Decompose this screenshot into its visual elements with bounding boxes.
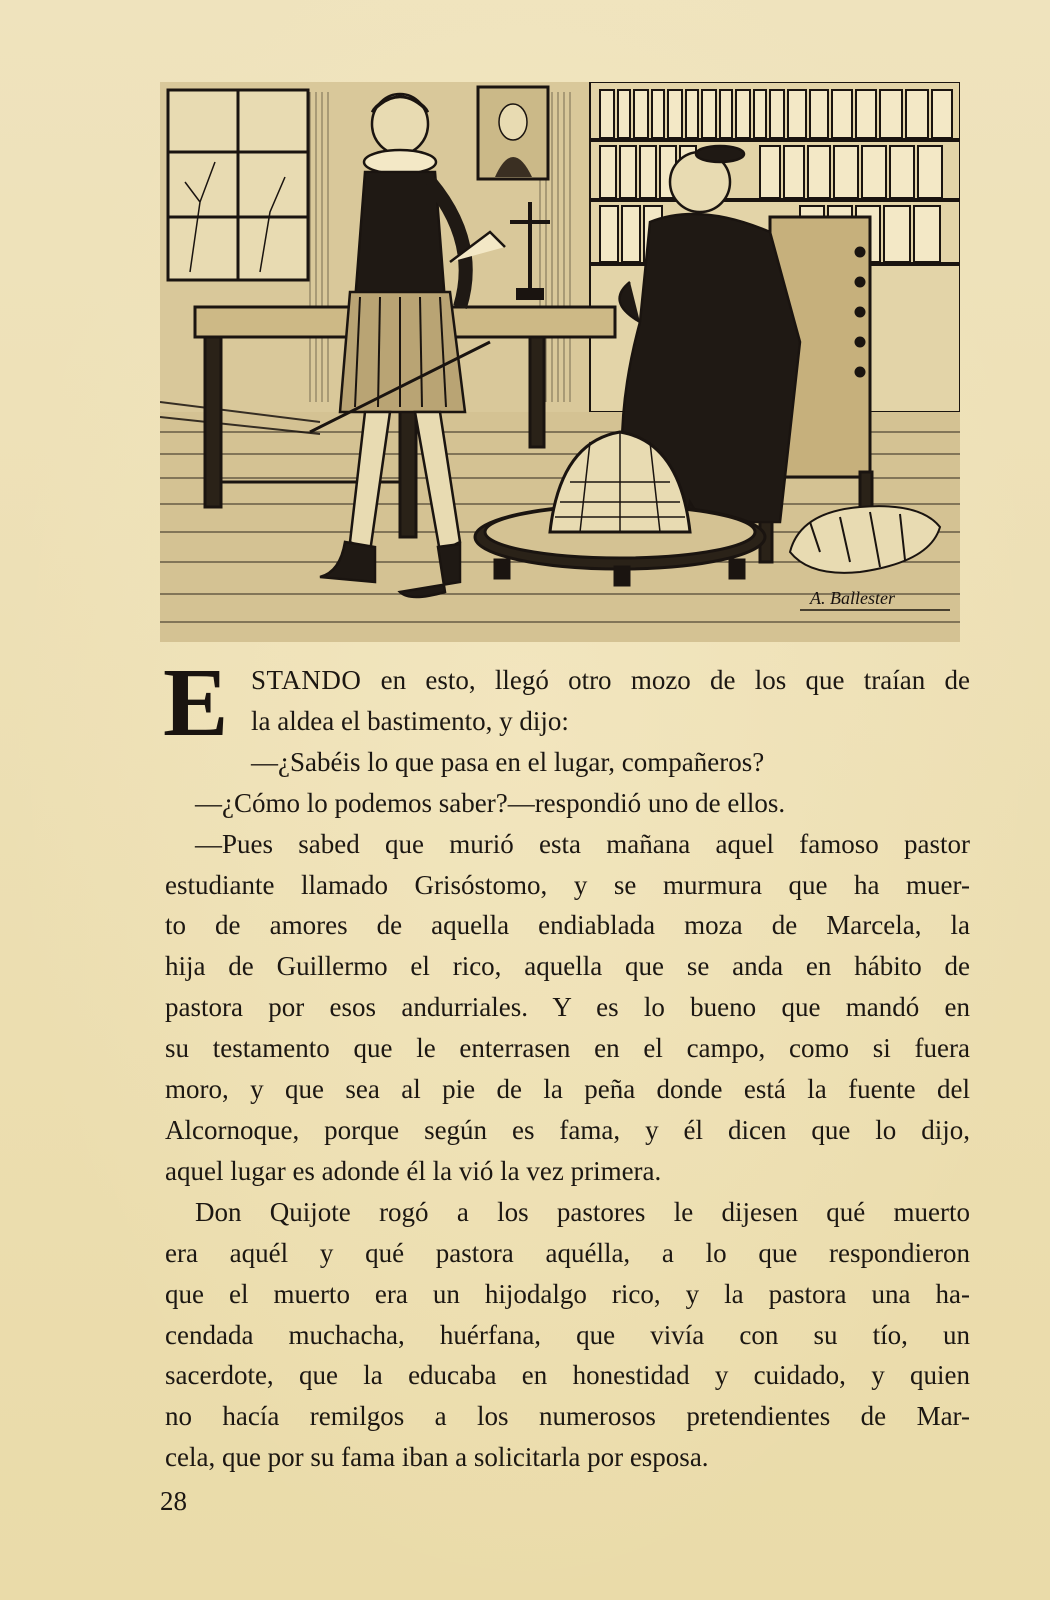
text-line: to de amores de aquella endiablada moza de Marcela, la [165, 910, 970, 941]
text-line: hija de Guillermo el rico, aquella que se anda en hábito de [165, 951, 970, 982]
paragraph-3 [165, 783, 970, 824]
text-line: cela, que por su fama iban a solicitarla por esposa. [165, 1442, 709, 1473]
first-word-smallcaps: STANDO [251, 665, 362, 695]
artist-signature: A. Ballester [810, 588, 895, 608]
paragraph-2 [165, 742, 970, 783]
text-line: —Pues sabed que murió esta mañana aquel famoso pastor [195, 828, 970, 859]
illustration-drawing [160, 82, 960, 642]
page-number: 28 [160, 1486, 187, 1516]
body-text [163, 649, 970, 1478]
text-line: que el muerto era un hijodalgo rico, y la pastora una ha- [165, 1278, 970, 1309]
text-line: —¿Cómo lo podemos saber?—respondió uno de ellos. [195, 787, 786, 818]
text-line: pastora por esos andurriales. Y es lo bueno que mandó en [165, 992, 970, 1023]
text-line: su testamento que le enterrasen en el campo, como si fuera [165, 1033, 970, 1064]
wall-painting [478, 87, 548, 179]
paragraph-4 [165, 824, 970, 1192]
text-line: era aquél y qué pastora aquélla, a lo que respondieron [165, 1237, 970, 1268]
text-line: no hacía remilgos a los numerosos pretendientes de Mar- [165, 1401, 970, 1432]
text-line: aquel lugar es adonde él la vió la vez primera. [165, 1155, 662, 1186]
text-line: moro, y que sea al pie de la peña donde está la fuente del [165, 1074, 970, 1105]
text-line: STANDO en esto, llegó otro mozo de los que traían de [251, 665, 970, 695]
text-line: cendada muchacha, huérfana, que vivía con su tío, un [165, 1319, 970, 1350]
paragraph-5 [165, 1192, 970, 1478]
engraving-illustration [160, 82, 960, 642]
paragraph-1 [163, 649, 970, 757]
text-line: la aldea el bastimento, y dijo: [251, 705, 569, 736]
text-line: Alcornoque, porque según es fama, y él dicen que lo dijo, [165, 1114, 970, 1145]
text-line: sacerdote, que la educaba en honestidad y cuidado, y quien [165, 1360, 970, 1391]
window [168, 90, 308, 280]
text-line: estudiante llamado Grisóstomo, y se murmura que ha muer- [165, 869, 970, 900]
drop-cap: E [163, 649, 229, 757]
text-line: Don Quijote rogó a los pastores le dijesen qué muerto [195, 1196, 970, 1227]
text-line: —¿Sabéis lo que pasa en el lugar, compañeros? [251, 746, 765, 777]
